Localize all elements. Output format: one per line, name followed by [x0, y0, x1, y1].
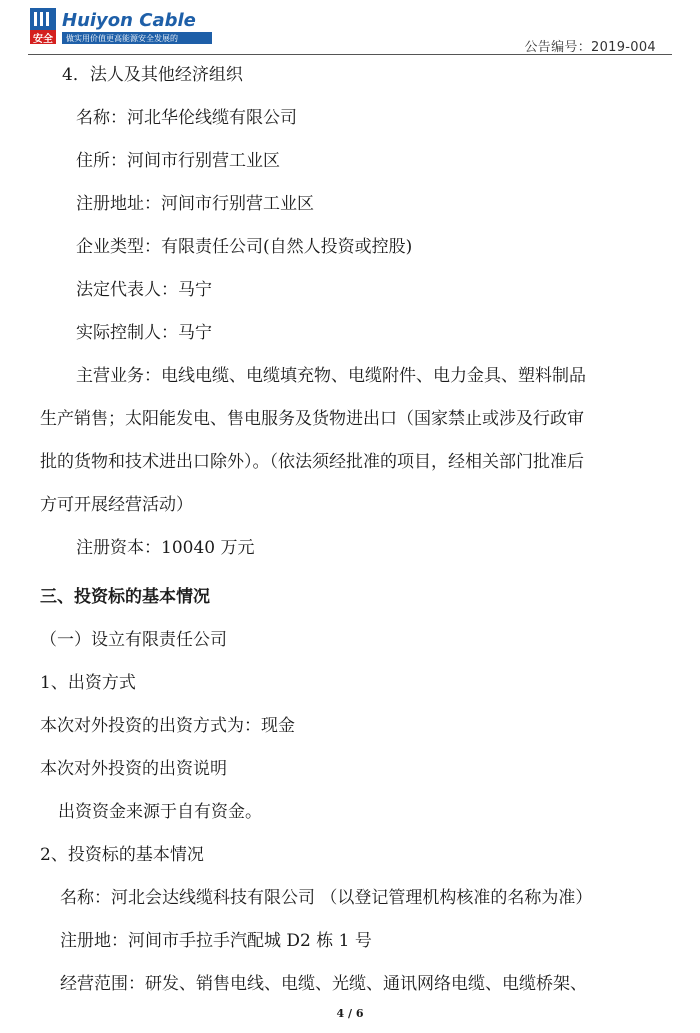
subsection-llc: （一）设立有限责任公司: [40, 630, 227, 650]
header-divider: [28, 54, 672, 55]
business-scope-line-4: 方可开展经营活动）: [40, 495, 193, 515]
fund-source-line: 出资资金来源于自有资金。: [58, 802, 262, 822]
legal-representative-line: 法定代表人：马宁: [76, 280, 212, 300]
residence-line: 住所：河间市行别营工业区: [76, 151, 280, 171]
controller-line: 实际控制人：马宁: [76, 323, 212, 343]
business-scope-line-2: 生产销售；太阳能发电、售电服务及货物进出口（国家禁止或涉及行政审: [40, 409, 584, 429]
contribution-method-line: 本次对外投资的出资方式为：现金: [40, 716, 295, 736]
registered-capital-line: 注册资本：10040 万元: [76, 538, 255, 558]
item-target-basics: 2、投资标的基本情况: [40, 845, 204, 865]
target-scope-line: 经营范围：研发、销售电线、电缆、光缆、通讯网络电缆、电缆桥架、: [60, 974, 587, 994]
item-contribution-method: 1、出资方式: [40, 673, 136, 693]
target-name-line: 名称：河北会达线缆科技有限公司 （以登记管理机构核准的名称为准）: [60, 888, 593, 908]
company-name-line: 名称：河北华伦线缆有限公司: [76, 108, 297, 128]
logo-cn: 安全: [33, 34, 53, 45]
contribution-note-line: 本次对外投资的出资说明: [40, 759, 227, 779]
announcement-number: 公告编号：2019-004: [524, 40, 656, 55]
section-heading-investment: 三、投资标的基本情况: [40, 587, 210, 607]
page-header: [0, 0, 700, 58]
logo-slogan: 做实用价值更高能源安全发展的: [66, 34, 178, 43]
business-scope-line-1: 主营业务：电线电缆、电缆填充物、电缆附件、电力金具、塑料制品: [76, 366, 586, 386]
company-logo: [28, 6, 228, 48]
page-number: 4 / 6: [336, 1007, 364, 1020]
business-scope-line-3: 批的货物和技术进出口除外）。（依法须经批准的项目，经相关部门批准后: [40, 452, 584, 472]
enterprise-type-line: 企业类型：有限责任公司(自然人投资或控股): [76, 237, 413, 257]
target-address-line: 注册地：河间市手拉手汽配城 D2 栋 1 号: [60, 931, 372, 951]
section-heading-legal-entity: 4．法人及其他经济组织: [62, 65, 243, 85]
logo-brand: Huiyon Cable: [62, 10, 196, 31]
registered-address-line: 注册地址：河间市行别营工业区: [76, 194, 314, 214]
